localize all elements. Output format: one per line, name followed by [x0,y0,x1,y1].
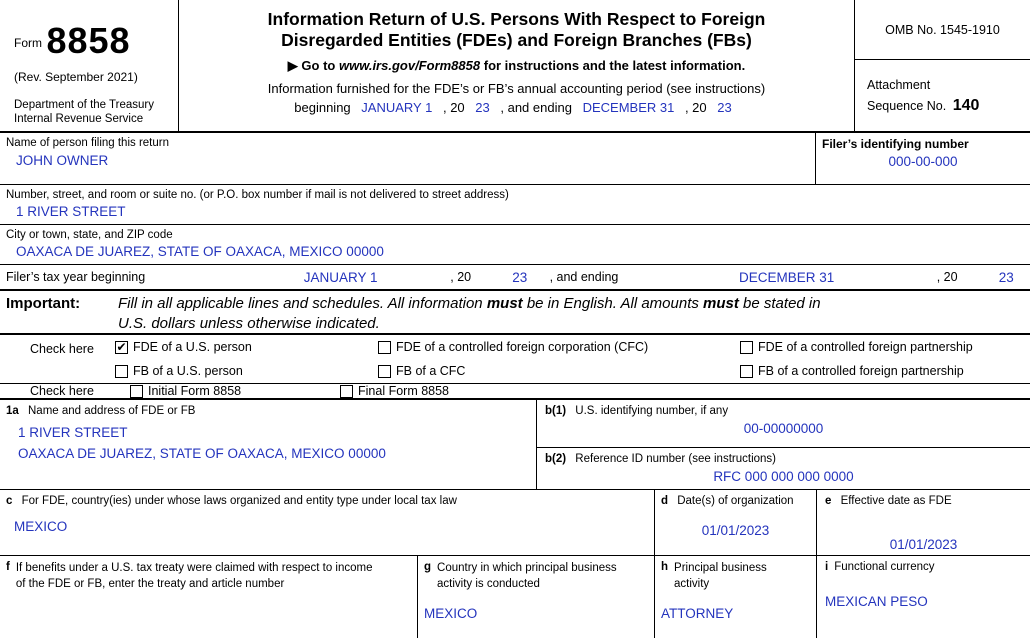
city-field[interactable]: OAXACA DE JUAREZ, STATE OF OAXACA, MEXICO 00000 [16,244,384,259]
important-must1: must [486,295,523,312]
filer-name-row [0,133,1030,185]
tax-year-end-year-field[interactable]: 23 [998,269,1014,285]
form-header [0,0,1030,133]
line-1a-label: Name and address of FDE or FB [28,405,196,417]
filer-name-label: Name of person filing this return [6,137,169,149]
checkbox-fb-cfc[interactable] [378,364,465,378]
country-laws-cell [0,490,655,555]
entity-type-check-section [0,335,1030,384]
business-country-cell [418,556,655,638]
checkbox-label: FB of a U.S. person [133,364,243,378]
check-here-label-2: Check here [30,384,94,398]
tax-year-begin-date-field[interactable]: JANUARY 1 [303,269,378,285]
checkbox-fb-partnership[interactable] [740,364,964,378]
checkbox-icon[interactable] [340,385,353,398]
checkbox-fde-partnership[interactable] [740,340,973,354]
street-row [0,185,1030,225]
line-e-label: Effective date as FDE [840,495,952,507]
city-label: City or town, state, and ZIP code [6,229,173,241]
fde-name-address-cell [0,400,537,489]
comma-20-label: , 20 [442,99,465,115]
checkbox-icon[interactable] [740,341,753,354]
business-activity-cell [655,556,817,638]
accounting-period-note: Information furnished for the FDE’s or FB’s annual accounting period (see instructions) [267,80,766,96]
arrow-right-icon: ▶ [287,57,298,73]
tax-year-row [0,265,1030,291]
city-row [0,225,1030,265]
and-ending-label: , and ending [500,99,572,115]
tax-treaty-cell [0,556,418,638]
checkbox-label: FDE of a controlled foreign partnership [758,340,973,354]
period-begin-year-field[interactable]: 23 [475,99,490,115]
important-must2: must [703,295,739,312]
form-title-line2: Disregarded Entities (FDEs) and Foreign Branches (FBs) [281,30,752,51]
line-e-number: e [825,495,832,507]
line-g-number: g [424,561,432,573]
effective-date-field[interactable]: 01/01/2023 [889,537,958,552]
form-title-line1: Information Return of U.S. Persons With Respect to Foreign [267,9,766,29]
beginning-label: beginning [294,99,351,115]
important-text [118,294,821,333]
street-field[interactable]: 1 RIVER STREET [16,204,126,219]
important-seg2: be in English. All amounts [522,295,704,312]
checkbox-icon[interactable] [740,365,753,378]
business-country-field[interactable]: MEXICO [424,606,478,621]
tax-year-begin-year-field[interactable]: 23 [512,269,528,285]
omb-number: OMB No. 1545-1910 [855,0,1030,60]
period-end-year-field[interactable]: 23 [717,99,732,115]
filer-id-field[interactable]: 000-00-000 [888,154,958,169]
line-b2-label: Reference ID number (see instructions) [575,453,776,465]
accounting-period-line [179,100,854,115]
line-cde-section [0,490,1030,556]
omb-attachment-block [855,0,1030,131]
important-notice [0,291,1030,335]
checkbox-label: FDE of a U.S. person [133,340,252,354]
checkbox-label: FB of a CFC [396,364,466,378]
treasury-label: Department of the Treasury [14,99,154,111]
form-status-check-section [0,384,1030,400]
us-identifying-number-field[interactable]: 00-00000000 [743,421,824,436]
checkbox-fde-cfc[interactable] [378,340,648,354]
important-line2: U.S. dollars unless otherwise indicated. [118,314,380,332]
reference-id-cell [537,448,1030,489]
line-i-label: Functional currency [834,561,935,573]
checkbox-fb-us-person[interactable] [115,364,243,378]
period-begin-date-field[interactable]: JANUARY 1 [361,99,433,115]
irs-label: Internal Revenue Service [14,113,144,126]
comma-20-label2: , 20 [684,99,707,115]
form-id-block [0,0,178,131]
functional-currency-field[interactable]: MEXICAN PESO [825,594,928,609]
check-here-label-1: Check here [30,342,94,356]
functional-currency-cell [817,556,1030,638]
fde-address-line1: 1 RIVER STREET [18,425,128,440]
business-activity-field[interactable]: ATTORNEY [661,606,734,621]
attachment-label: Attachment [867,78,931,92]
fde-address-line2: OAXACA DE JUAREZ, STATE OF OAXACA, MEXICO 00000 [18,445,386,461]
checkbox-icon[interactable]: ✔ [116,340,127,354]
goto-instructions-line [179,58,854,74]
date-organization-cell [655,490,817,555]
sequence-number: 140 [952,97,980,115]
tax-year-label: Filer’s tax year beginning [6,270,146,284]
line-f-label: If benefits under a U.S. tax treaty were claimed with respect to income of the FDE or FB, enter the treaty and article number [15,562,373,590]
checkbox-label: Final Form 8858 [358,384,450,398]
filer-id-label: Filer’s identifying number [822,137,969,151]
effective-date-cell [817,490,1030,555]
line-fghi-section [0,556,1030,638]
checkbox-initial-form[interactable] [130,384,241,398]
checkbox-icon[interactable] [378,365,391,378]
line-h-label: Principal business activity [674,562,767,590]
line-b1-number: b(1) [545,405,567,417]
important-seg3: be stated in [738,295,821,312]
form-word: Form [14,36,42,50]
checkbox-icon[interactable] [378,341,391,354]
date-organization-field[interactable]: 01/01/2023 [701,523,770,538]
line-f-number: f [6,561,10,573]
line-b1-label: U.S. identifying number, if any [575,405,729,417]
checkbox-icon[interactable] [115,365,128,378]
fde-address-field[interactable] [18,423,530,465]
line-b2-number: b(2) [545,453,567,465]
tax-year-end-date-field[interactable]: DECEMBER 31 [739,269,835,285]
sequence-label: Sequence No. [867,99,947,114]
important-label: Important: [6,295,81,312]
country-laws-field[interactable]: MEXICO [14,519,68,534]
us-identifying-number-cell [537,400,1030,448]
reference-id-field[interactable]: RFC 000 000 000 0000 [713,469,854,484]
line-i-number: i [825,561,829,573]
line1a-b-section [0,400,1030,490]
goto-suffix: for instructions and the latest information. [483,57,746,73]
goto-prefix: Go to [301,57,336,73]
tax-and-ending-label: , and ending [549,270,619,284]
checkbox-final-form[interactable] [340,384,449,398]
line-d-label: Date(s) of organization [677,495,794,507]
form-revision: (Rev. September 2021) [14,70,138,84]
form-title-block [178,0,855,131]
period-end-date-field[interactable]: DECEMBER 31 [582,99,675,115]
line-c-number: c [6,495,13,507]
filer-name-field[interactable]: JOHN OWNER [16,153,109,168]
line-1a-number: 1a [6,405,19,417]
attachment-sequence [855,60,1030,131]
checkbox-label: FB of a controlled foreign partnership [758,364,964,378]
line-d-number: d [661,495,669,507]
checkbox-label: Initial Form 8858 [148,384,242,398]
street-label: Number, street, and room or suite no. (or P.O. box number if mail is not delivered to street address) [6,189,509,201]
checkbox-fde-us-person[interactable] [115,340,252,354]
checkbox-label: FDE of a controlled foreign corporation (CFC) [396,340,649,354]
line-g-label: Country in which principal business activity is conducted [437,562,617,590]
form-number: 8858 [46,20,131,61]
important-seg1: Fill in all applicable lines and schedules. All information [118,295,487,312]
irs-url[interactable]: www.irs.gov/Form8858 [338,57,481,73]
tax-comma-20-a: , 20 [450,270,472,284]
checkbox-icon[interactable] [130,385,143,398]
line-h-number: h [661,561,669,573]
tax-comma-20-b: , 20 [936,270,958,284]
line-c-label: For FDE, country(ies) under whose laws organized and entity type under local tax law [21,495,457,507]
